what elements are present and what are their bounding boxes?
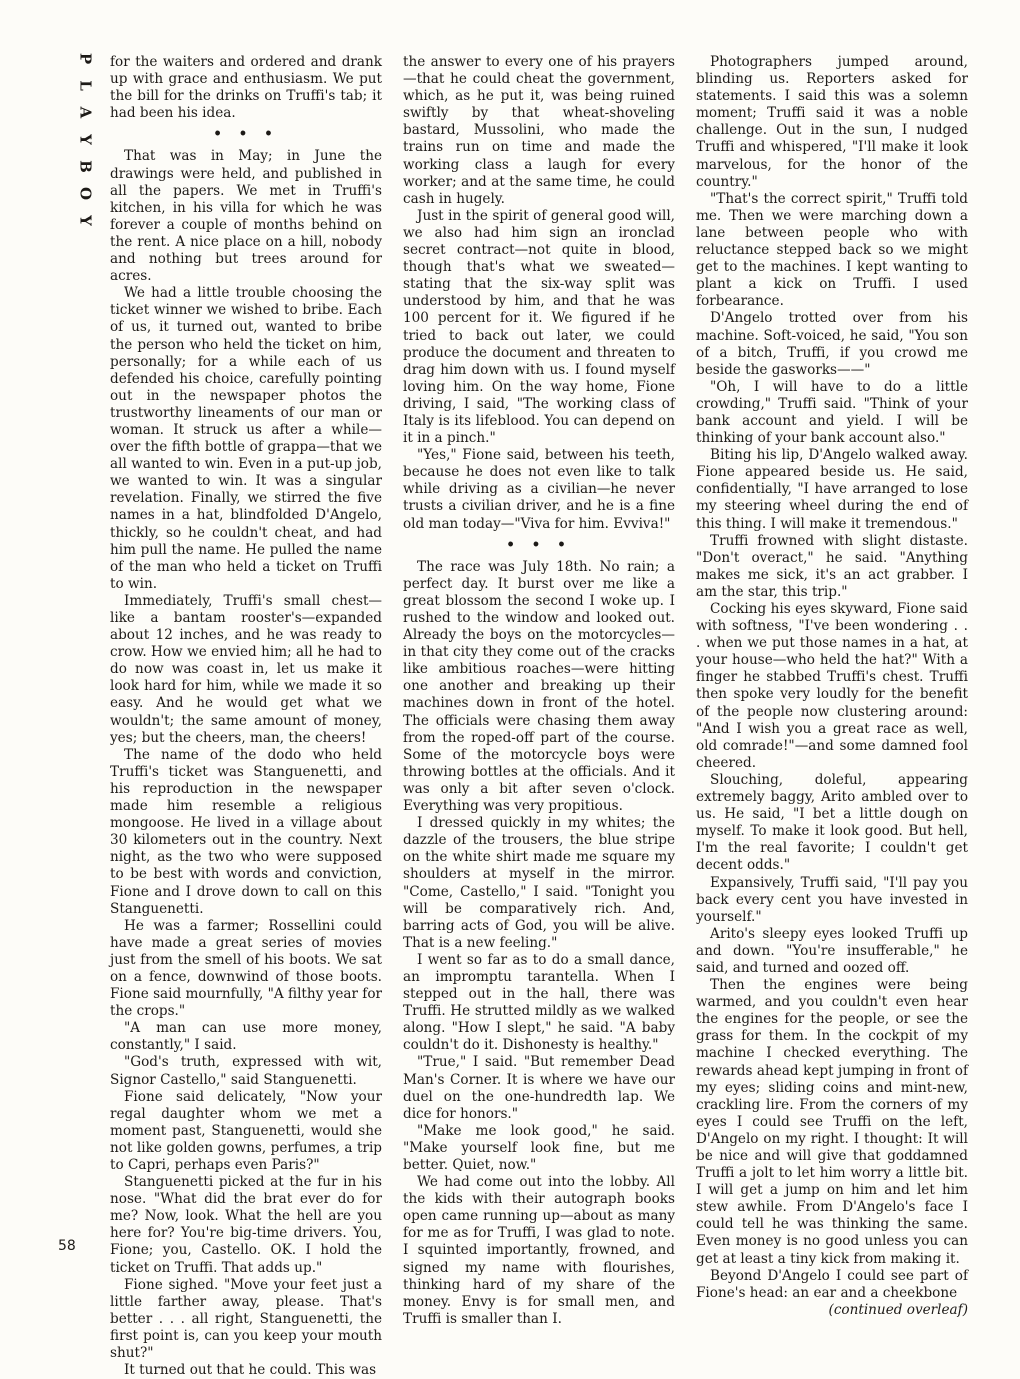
side-label-letter: Y bbox=[76, 215, 95, 226]
paragraph: "That's the correct spirit," Truffi told me. Then we were marching down a lane between people who with reluctance stepped back so we might get to the machines. I kept wanting to plant a kick on Truffi. I used forbearance. bbox=[696, 190, 968, 310]
paragraph: Then the engines were being warmed, and you couldn't even hear the engines for the people, or see the grass for them. In the cockpit of my machine I checked everything. The rewards ahead kept jumping in front of my eyes; sliding coins and mint-new, crackling lire. From the corners of my eyes I could see Truffi on the left, D'Angelo on my right. I thought: It will be nice and will give that goddamned Truffi a jolt to let him worry a little bit. I will get a jump on him and let him stew awhile. From D'Angelo's face I could tell he was thinking the same. Even money is no good unless you can get at least a tiny kick from making it. bbox=[696, 977, 968, 1267]
paragraph: Slouching, doleful, appearing extremely baggy, Arito ambled over to us. He said, "I bet a little dough on myself. To make it look good. But hell, I'm the real favorite; I couldn't get decent odds." bbox=[696, 771, 968, 874]
side-label-letter: B bbox=[76, 160, 95, 173]
page-number: 58 bbox=[58, 1238, 76, 1254]
paragraph: Expansively, Truffi said, "I'll pay you back every cent you have invested in yourself." bbox=[696, 874, 968, 925]
paragraph: "A man can use more money, constantly," I said. bbox=[110, 1020, 382, 1054]
section-break: • • • bbox=[213, 126, 279, 143]
text-column-3 bbox=[696, 54, 968, 1318]
paragraph: He was a farmer; Rossellini could have made a great series of movies just from the smell of his boots. We sat on a fence, downwind of those boots. Fione said mournfully, "A filthy year for the crops." bbox=[110, 917, 383, 1020]
paragraph: Cocking his eyes skyward, Fione said with softness, "I've been wondering . . . when we put those names in a hat, at your house—who held the hat?" With a finger he stabbed Truffi's chest. Truffi then spoke very loudly for the benefit of the people now clustering around: "And I wish you a great race as well, old comrade!"—and some damned fool cheered. bbox=[696, 601, 968, 771]
paragraph: I went so far as to do a small dance, an impromptu tarantella. When I stepped out in the hall, there was Truffi. He strutted mildly as we walked along. "How I slept," he said. "A baby couldn't do it. Dishonesty is healthy." bbox=[403, 951, 675, 1054]
paragraph: "Yes," Fione said, between his teeth, because he does not even like to talk while driving as a civilian—he never trusts a civilian driver, and he is a fine old man today—"Viva for him. Evviva!" bbox=[403, 447, 675, 532]
paragraph: That was in May; in June the drawings were held, and published in all the papers. We met in Truffi's kitchen, in his villa for which he was forever a couple of months behind on the rent. A nice place on a hill, nobody and nothing but trees around for acres. bbox=[110, 148, 382, 285]
paragraph: I dressed quickly in my whites; the dazzle of the trousers, the blue stripe on the white shirt made me square my shoulders at myself in the mirror. "Come, Castello," I said. "Tonight you will be comparatively rich. And, barring acts of God, you will be alive. That is a new feeling." bbox=[403, 815, 675, 951]
paragraph: We had come out into the lobby. All the kids with their autograph books open came running up—about as many for me as for Truffi, I was glad to note. I squinted importantly, frowned, and signed my name with flourishes, thinking hard of my share of the money. Envy is for small men, and Truffi is smaller than I. bbox=[403, 1174, 675, 1327]
paragraph: Fione said delicately, "Now your regal daughter whom we met a moment past, Stanguenetti, would she not like golden gowns, perfumes, a trip to Capri, perhaps even Paris?" bbox=[110, 1088, 382, 1173]
text-column-2 bbox=[403, 54, 675, 1327]
paragraph: Fione sighed. "Move your feet just a little farther away, please. That's better . . . all right, Stanguenetti, the first point is, can you keep your mouth shut?" bbox=[110, 1276, 382, 1362]
side-label-letter: O bbox=[76, 186, 95, 201]
paragraph: The name of the dodo who held Truffi's ticket was Stanguenetti, and his reproduction in the newspaper made him resemble a religious mongoose. He lived in a village about 30 kilometers out in the country. Next night, as the two who were supposed to be best with words and conviction, Fione and I drove down to call on this Stanguenetti. bbox=[110, 746, 382, 917]
text-column-1 bbox=[110, 54, 383, 1379]
paragraph: "Oh, I will have to do a little crowding," Truffi said. "Think of your bank account and yield. I will be thinking of your bank account also." bbox=[696, 378, 968, 447]
side-label-letter: A bbox=[76, 106, 95, 119]
side-label-letter: P bbox=[76, 52, 95, 65]
paragraph: It turned out that he could. This was bbox=[124, 1362, 377, 1379]
paragraph: We had a little trouble choosing the ticket winner we wished to bribe. Each of us, it turned out, wanted to bribe the person who held the ticket on him, personally; for a while each of us defended his choice, carefully pointing out in the newspaper photos the trustworthy lineaments of our man or woman. It struck us after a while—over the fifth bottle of grappa—that we all wanted to win. Even in a put-up job, we wanted to win. It was a singular revelation. Finally, we stirred the five names in a hat, blindfolded D'Angelo, thickly, so he couldn't cheat, and had him pull the name. He pulled the name of the man who held a ticket on Truffi to win. bbox=[110, 285, 382, 592]
paragraph: Beyond D'Angelo I could see part of Fione's head: an ear and a cheekbone bbox=[696, 1267, 968, 1301]
paragraph: "True," I said. "But remember Dead Man's Corner. It is where we have our duel on the one-hundredth lap. We dice for honors." bbox=[403, 1054, 675, 1122]
continued-note: (continued overleaf) bbox=[828, 1301, 968, 1318]
side-label-letter: L bbox=[76, 80, 95, 91]
paragraph: D'Angelo trotted over from his machine. Soft-voiced, he said, "You son of a bitch, Truffi, if you crowd me beside the gasworks——" bbox=[696, 310, 968, 378]
side-label-letter: Y bbox=[76, 134, 95, 145]
paragraph: Just in the spirit of general good will, we also had him sign an ironclad secret contract—not quite in blood, though that's what we sweated—stating that the six-way split was understood by him, and that he was 100 percent for it. We figured if he tried to back out later, we could produce the document and threaten to drag him down with us. I found myself loving him. On the way home, Fione driving, I said, "The working class of Italy is its lifeblood. You can depend on it in a pinch." bbox=[403, 207, 675, 447]
section-break: • • • bbox=[506, 536, 572, 553]
paragraph: Truffi frowned with slight distaste. "Don't overact," he said. "Anything makes me sick, it's an act grabber. I am the star, this trip." bbox=[696, 532, 968, 600]
paragraph: The race was July 18th. No rain; a perfect day. It burst over me like a great blossom the second I woke up. I rushed to the window and looked out. Already the boys on the motorcycles—in that city they come out of the cracks like ambitious roaches—were hitting one another and breaking up their machines down in front of the hotel. The officials were chasing them away from the roped-off part of the course. Some of the motorcycle boys were throwing bottles at the officials. And it was only a bit after seven o'clock. Everything was very propitious. bbox=[403, 558, 675, 815]
paragraph: "Make me look good," he said. "Make yourself look fine, but me better. Quiet, now." bbox=[403, 1122, 675, 1173]
paragraph: Immediately, Truffi's small chest—like a bantam rooster's—expanded about 12 inches, and he was ready to crow. How we envied him; all he had to do now was coast in, let us make it look hard for him, while we made it so easy. And he would get what we wouldn't; the same amount of money, yes; but the cheers, man, the cheers! bbox=[110, 592, 382, 746]
paragraph: Stanguenetti picked at the fur in his nose. "What did the brat ever do for me? Now, look. What the hell are you here for? You're big-time drivers. You, Fione; you, Castello. OK. I hold the ticket on Truffi. That adds up." bbox=[110, 1174, 382, 1276]
paragraph: Biting his lip, D'Angelo walked away. Fione appeared beside us. He said, confidentially, "I have arranged to lose my steering wheel during the end of this thing. I will make it tremendous." bbox=[696, 447, 968, 532]
paragraph: the answer to every one of his prayers—that he could cheat the government, which, as he put it, was being ruined swiftly by that wheat-shoveling bastard, Mussolini, who made the trains run on time and made the working class a laugh for every worker; and at the same time, he could cash in hugely. bbox=[403, 54, 675, 207]
paragraph: Photographers jumped around, blinding us. Reporters asked for statements. I said this was a solemn moment; Truffi said it was a noble challenge. Out in the sun, I nudged Truffi and whispered, "I'll make it look marvelous, for the honor of the country." bbox=[696, 54, 968, 190]
magazine-side-label bbox=[76, 45, 94, 234]
paragraph: for the waiters and ordered and drank up with grace and enthusiasm. We put the bill for the drinks on Truffi's tab; it had been his idea. bbox=[110, 54, 382, 122]
paragraph: Arito's sleepy eyes looked Truffi up and down. "You're insufferable," he said, and turned and oozed off. bbox=[696, 925, 968, 976]
paragraph: "God's truth, expressed with wit, Signor Castello," said Stanguenetti. bbox=[110, 1054, 382, 1088]
